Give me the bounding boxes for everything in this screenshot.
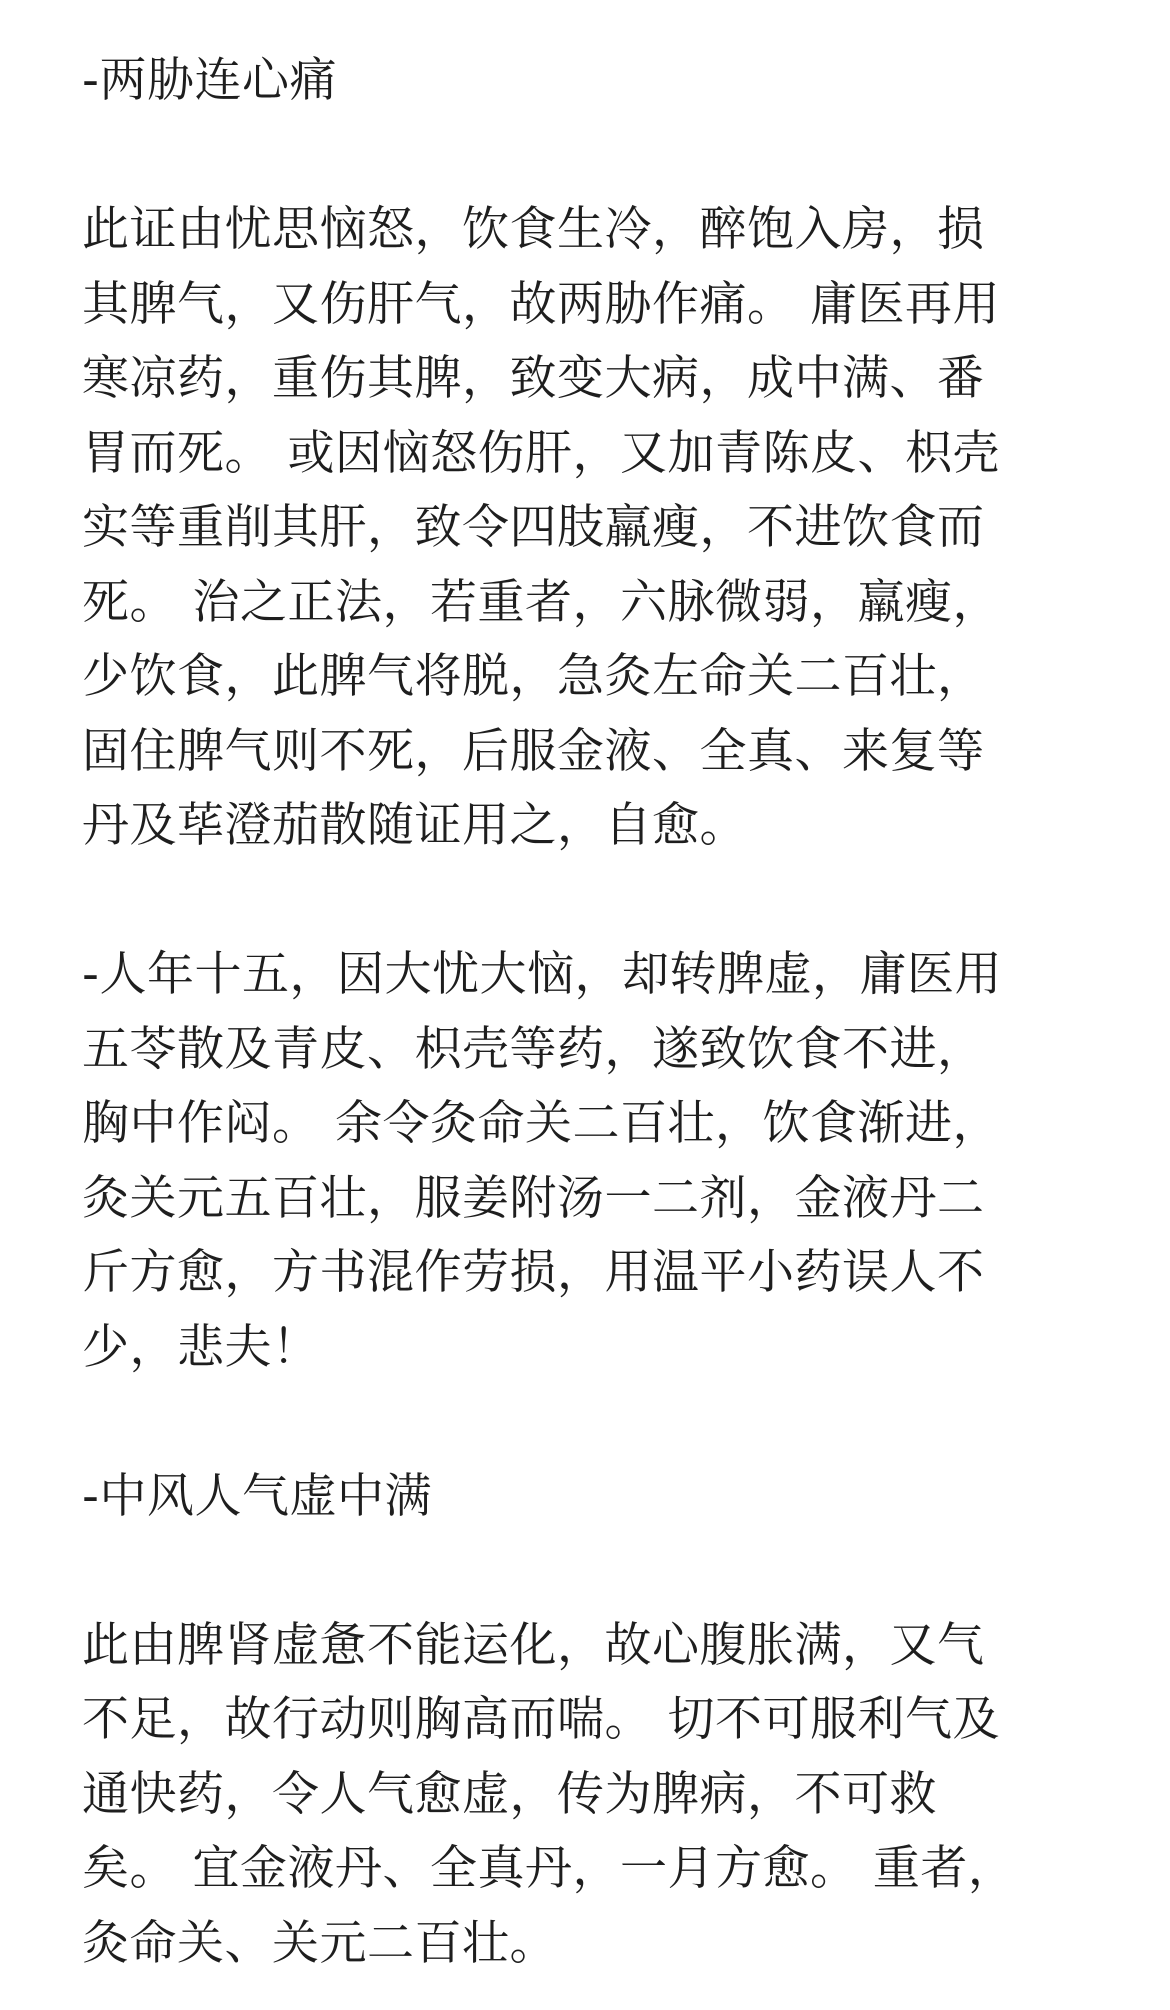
article-content <box>82 0 1092 1981</box>
text-line: 此由脾肾虚惫不能运化，故心腹胀满，又气 <box>82 1617 985 1673</box>
text-line: 实等重削其肝，致令四肢羸瘦，不进饮食而 <box>82 500 985 555</box>
text-line: 少饮食，此脾气将脱，急灸左命关二百壮， <box>82 649 985 704</box>
text-line: 灸关元五百壮，服姜附汤一二剂，金液丹二 <box>82 1170 985 1226</box>
text-line: 胃而死。 或因恼怒伤肝，又加青陈皮、枳壳 <box>82 425 1000 481</box>
text-line: 死。 治之正法，若重者，六脉微弱，羸瘦， <box>82 574 1000 630</box>
text-line: 此证由忧思恼怒，饮食生冷，醉饱入房，损 <box>82 202 985 257</box>
paragraph-zhongfeng <box>82 1609 1092 1982</box>
section-heading-liangxie: -两胁连心痛 <box>82 53 337 108</box>
text-line: 寒凉药，重伤其脾，致变大病，成中满、番 <box>82 351 985 406</box>
text-line: 其脾气，又伤肝气，故两胁作痛。 庸医再用 <box>82 276 1000 332</box>
text-line: 胸中作闷。 余令灸命关二百壮，饮食渐进， <box>82 1096 1000 1151</box>
text-line: 少，悲夫！ <box>82 1319 320 1375</box>
text-line: 固住脾气则不死，后服金液、全真、来复等 <box>82 723 985 779</box>
section-heading-zhongfeng: -中风人气虚中满 <box>82 1468 432 1524</box>
text-line: 斤方愈，方书混作劳损，用温平小药误人不 <box>82 1245 985 1300</box>
text-line: 五苓散及青皮、枳壳等药，遂致饮食不进， <box>82 1021 985 1077</box>
paragraph-case-study <box>82 938 1092 1385</box>
text-line: -人年十五，因大忧大恼，却转脾虚，庸医用 <box>82 947 1002 1002</box>
text-line: 灸命关、关元二百壮。 <box>82 1915 557 1971</box>
text-line: 丹及荜澄茄散随证用之，自愈。 <box>82 798 747 853</box>
text-line: 通快药，令人气愈虚，传为脾病，不可救 <box>82 1766 937 1822</box>
text-line: 矣。 宜金液丹、全真丹，一月方愈。 重者， <box>82 1841 1016 1896</box>
paragraph-liangxie <box>82 193 1092 864</box>
text-line: 不足，故行动则胸高而喘。 切不可服利气及 <box>82 1692 1000 1747</box>
